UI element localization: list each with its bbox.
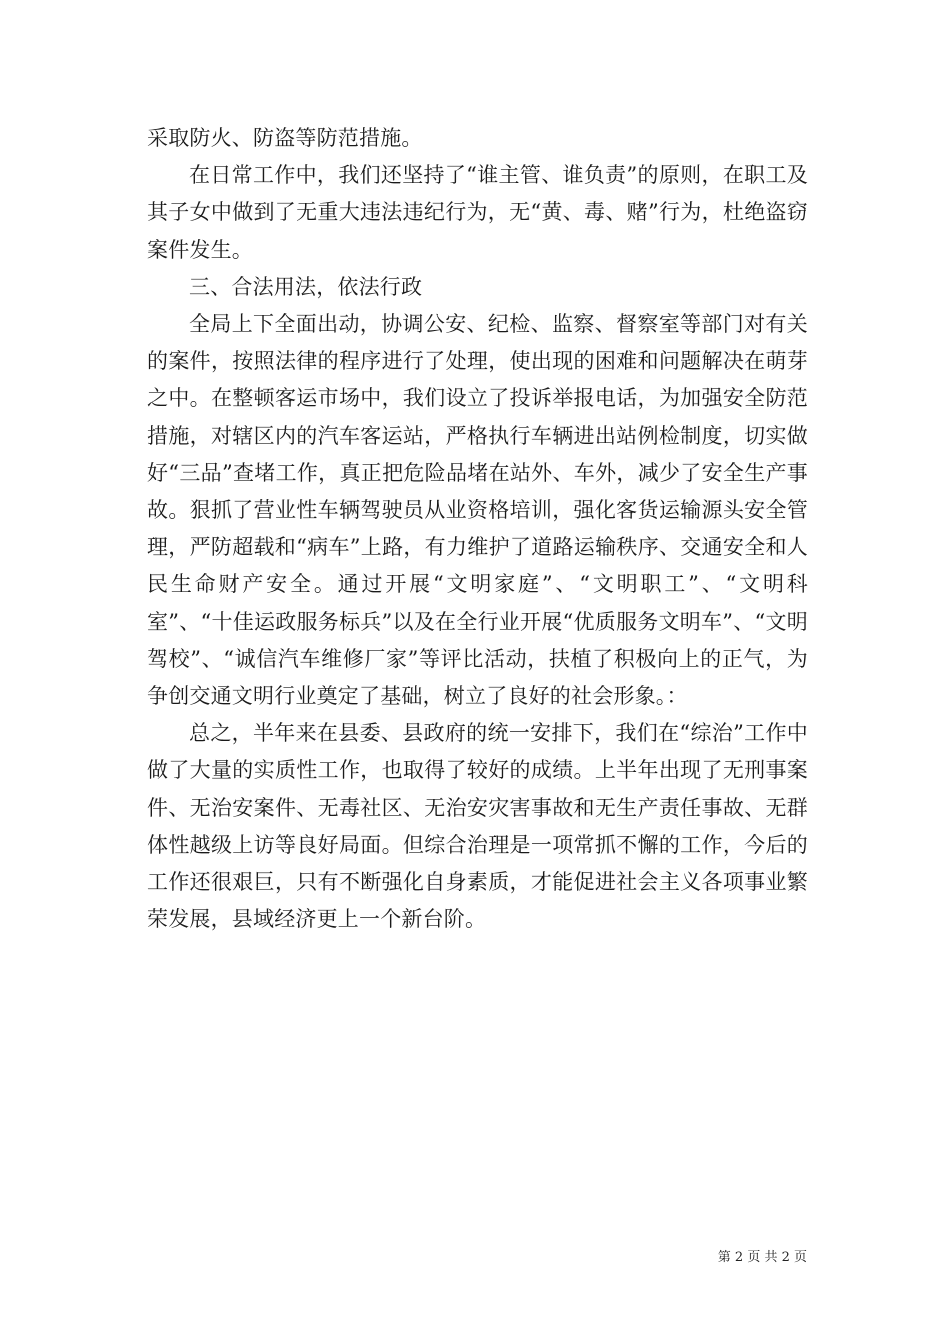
document-body bbox=[147, 120, 808, 938]
page-number-footer: 第 2 页 共 2 页 bbox=[717, 1250, 807, 1265]
paragraph-3: 全局上下全面出动，协调公安、纪检、监察、督察室等部门对有关的案件，按照法律的程序进行了处理，使出现的困难和问题解决在萌芽之中。在整顿客运市场中，我们设立了投诉举报电话，为加强安全防范措施，对辖区内的汽车客运站，严格执行车辆进出站例检制度，切实做好“三品”查堵工作，真正把危险品堵在站外、车外，减少了安全生产事故。狠抓了营业性车辆驾驶员从业资格培训，强化客货运输源头安全管理，严防超载和“病车”上路，有力维护了道路运输秩序、交通安全和人民生命财产安全。通过开展“文明家庭”、“文明职工”、“文明科室”、“十佳运政服务标兵”以及在全行业开展“优质服务文明车”、“文明驾校”、“诚信汽车维修厂家”等评比活动，扶植了积极向上的正气，为争创交通文明行业奠定了基础，树立了良好的社会形象。： bbox=[147, 312, 808, 709]
paragraph-2: 在日常工作中，我们还坚持了“谁主管、谁负责”的原则，在职工及其子女中做到了无重大违法违纪行为，无“黄、毒、赌”行为，杜绝盗窃案件发生。 bbox=[147, 163, 808, 262]
section-heading: 三、合法用法，依法行政 bbox=[189, 274, 423, 299]
paragraph-1: 采取防火、防盗等防范措施。 bbox=[147, 126, 423, 150]
paragraph-4: 总之，半年来在县委、县政府的统一安排下，我们在“综治”工作中做了大量的实质性工作，也取得了较好的成绩。上半年出现了无刑事案件、无治安案件、无毒社区、无治安灾害事故和无生产责任事故、无群体性越级上访等良好局面。但综合治理是一项常抓不懈的工作，今后的工作还很艰巨，只有不断强化自身素质，才能促进社会主义各项事业繁荣发展，县域经济更上一个新台阶。 bbox=[147, 721, 808, 932]
